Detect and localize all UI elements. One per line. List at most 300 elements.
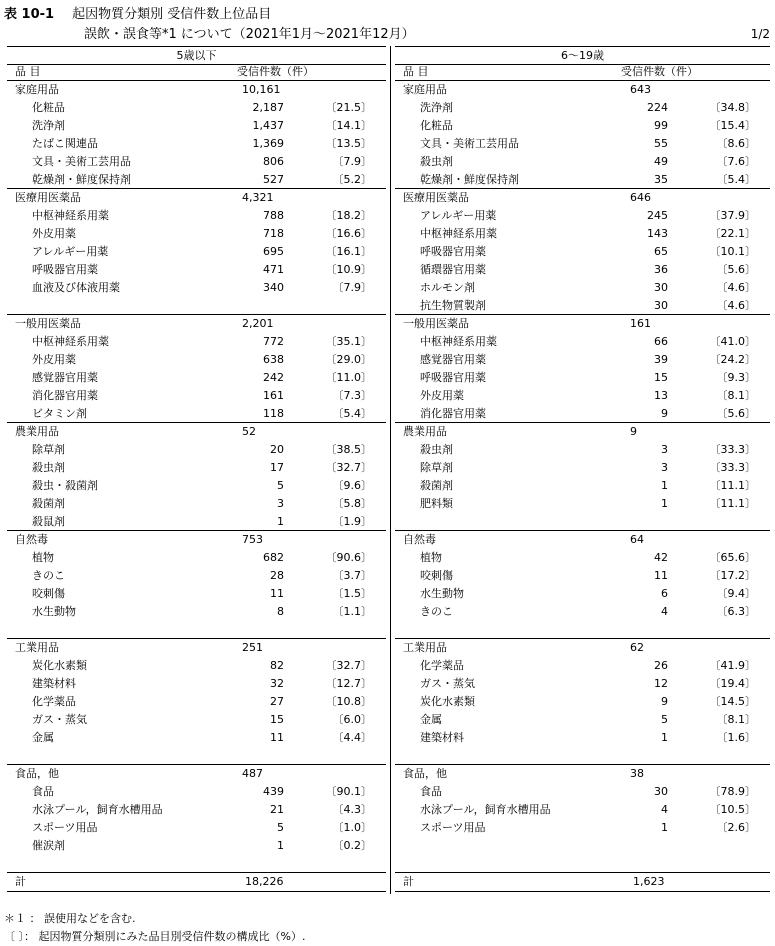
item-count: 49 bbox=[654, 155, 668, 168]
item-name: 化学薬品 bbox=[32, 695, 76, 708]
category-total: 646 bbox=[630, 191, 651, 204]
item-name: きのこ bbox=[32, 569, 65, 582]
item-count: 9 bbox=[661, 695, 668, 708]
item-row bbox=[395, 603, 770, 621]
item-count: 3 bbox=[661, 443, 668, 456]
item-percent: 〔35.1〕 bbox=[325, 335, 372, 348]
item-row bbox=[395, 243, 770, 261]
item-name: 血液及び体液用薬 bbox=[32, 281, 120, 294]
item-row bbox=[395, 351, 770, 369]
table-name: 起因物質分類別 受信件数上位品目 bbox=[72, 7, 272, 22]
category-group bbox=[395, 189, 770, 315]
category-name: 農業用品 bbox=[15, 425, 59, 438]
item-row bbox=[395, 297, 770, 315]
category-total: 251 bbox=[242, 641, 263, 654]
item-percent: 〔4.4〕 bbox=[332, 731, 372, 744]
item-name: きのこ bbox=[420, 605, 453, 618]
item-name: ホルモン剤 bbox=[420, 281, 475, 294]
item-percent: 〔41.9〕 bbox=[709, 659, 756, 672]
item-percent: 〔9.4〕 bbox=[716, 587, 756, 600]
item-row bbox=[395, 477, 770, 495]
item-name: 中枢神経系用薬 bbox=[32, 335, 109, 348]
item-percent: 〔3.7〕 bbox=[332, 569, 372, 582]
item-row bbox=[7, 99, 386, 117]
item-name: 外皮用薬 bbox=[32, 353, 76, 366]
item-name: 殺虫・殺菌剤 bbox=[32, 479, 98, 492]
item-name: 呼吸器官用薬 bbox=[32, 263, 98, 276]
item-name: 感覚器官用薬 bbox=[32, 371, 98, 384]
item-name: 水泳プール，飼育水槽用品 bbox=[32, 803, 163, 816]
item-percent: 〔10.1〕 bbox=[709, 245, 756, 258]
item-percent: 〔5.8〕 bbox=[332, 497, 372, 510]
item-row bbox=[395, 279, 770, 297]
item-count: 638 bbox=[263, 353, 284, 366]
item-count: 9 bbox=[661, 407, 668, 420]
category-total: 52 bbox=[242, 425, 256, 438]
item-name: 植物 bbox=[420, 551, 442, 564]
item-row bbox=[7, 207, 386, 225]
item-count: 17 bbox=[270, 461, 284, 474]
item-percent: 〔5.6〕 bbox=[716, 263, 756, 276]
category-group bbox=[395, 639, 770, 765]
item-row bbox=[7, 729, 386, 747]
category-total: 9 bbox=[630, 425, 637, 438]
item-count: 143 bbox=[647, 227, 668, 240]
item-row bbox=[7, 333, 386, 351]
item-row bbox=[395, 585, 770, 603]
column-header-count: 受信件数（件） bbox=[621, 65, 698, 78]
total-row bbox=[395, 873, 770, 892]
item-percent: 〔29.0〕 bbox=[325, 353, 372, 366]
item-count: 1,437 bbox=[252, 119, 284, 132]
item-percent: 〔7.6〕 bbox=[716, 155, 756, 168]
item-count: 55 bbox=[654, 137, 668, 150]
item-count: 11 bbox=[270, 731, 284, 744]
category-name: 農業用品 bbox=[403, 425, 447, 438]
category-total: 10,161 bbox=[242, 83, 281, 96]
item-row bbox=[7, 279, 386, 297]
item-count: 788 bbox=[263, 209, 284, 222]
item-percent: 〔1.9〕 bbox=[332, 515, 372, 528]
item-percent: 〔33.3〕 bbox=[709, 443, 756, 456]
item-row bbox=[7, 153, 386, 171]
item-row bbox=[395, 693, 770, 711]
item-count: 15 bbox=[654, 371, 668, 384]
item-count: 28 bbox=[270, 569, 284, 582]
item-name: 消化器官用薬 bbox=[32, 389, 98, 402]
item-percent: 〔15.4〕 bbox=[709, 119, 756, 132]
item-row bbox=[395, 153, 770, 171]
item-count: 5 bbox=[277, 821, 284, 834]
item-name: 炭化水素類 bbox=[420, 695, 475, 708]
item-name: ガス・蒸気 bbox=[420, 677, 475, 690]
item-percent: 〔7.9〕 bbox=[332, 281, 372, 294]
item-name: 建築材料 bbox=[420, 731, 464, 744]
item-count: 2,187 bbox=[252, 101, 284, 114]
category-group bbox=[7, 315, 386, 423]
item-name: 殺虫剤 bbox=[420, 155, 453, 168]
category-row bbox=[7, 531, 386, 549]
panel-age-0-5 bbox=[7, 46, 386, 894]
column-header-row bbox=[395, 63, 770, 81]
item-percent: 〔11.0〕 bbox=[325, 371, 372, 384]
item-percent: 〔1.6〕 bbox=[716, 731, 756, 744]
item-count: 66 bbox=[654, 335, 668, 348]
item-percent: 〔11.1〕 bbox=[709, 479, 756, 492]
item-row bbox=[7, 225, 386, 243]
item-row bbox=[7, 801, 386, 819]
category-row bbox=[395, 531, 770, 549]
item-name: アレルギー用薬 bbox=[420, 209, 497, 222]
item-name: 呼吸器官用薬 bbox=[420, 245, 486, 258]
item-row bbox=[395, 99, 770, 117]
item-row bbox=[7, 693, 386, 711]
item-row bbox=[7, 675, 386, 693]
total-label: 計 bbox=[403, 875, 414, 888]
item-count: 35 bbox=[654, 173, 668, 186]
category-name: 一般用医薬品 bbox=[15, 317, 81, 330]
item-name: 殺菌剤 bbox=[32, 497, 65, 510]
item-count: 42 bbox=[654, 551, 668, 564]
item-row bbox=[7, 243, 386, 261]
item-count: 806 bbox=[263, 155, 284, 168]
category-row bbox=[7, 765, 386, 783]
category-name: 工業用品 bbox=[403, 641, 447, 654]
item-name: 水生動物 bbox=[420, 587, 464, 600]
item-percent: 〔14.1〕 bbox=[325, 119, 372, 132]
item-row bbox=[7, 477, 386, 495]
footnote: ＊１ ： 誤使用などを含む. bbox=[4, 912, 136, 925]
category-group bbox=[7, 423, 386, 531]
category-row bbox=[395, 81, 770, 99]
item-count: 99 bbox=[654, 119, 668, 132]
category-row bbox=[395, 315, 770, 333]
item-row bbox=[395, 657, 770, 675]
item-count: 65 bbox=[654, 245, 668, 258]
column-divider bbox=[390, 46, 391, 894]
category-name: 工業用品 bbox=[15, 641, 59, 654]
item-percent: 〔1.0〕 bbox=[332, 821, 372, 834]
item-row bbox=[7, 783, 386, 801]
category-group bbox=[395, 315, 770, 423]
item-row bbox=[395, 459, 770, 477]
item-count: 118 bbox=[263, 407, 284, 420]
item-percent: 〔33.3〕 bbox=[709, 461, 756, 474]
item-row bbox=[395, 333, 770, 351]
total-value: 1,623 bbox=[633, 875, 665, 888]
item-name: 外皮用薬 bbox=[32, 227, 76, 240]
item-row bbox=[395, 225, 770, 243]
category-group bbox=[395, 81, 770, 189]
item-percent: 〔10.5〕 bbox=[709, 803, 756, 816]
table-subtitle: 誤飲・誤食等*1 について（2021年1月～2021年12月） bbox=[84, 27, 415, 42]
item-name: 消化器官用薬 bbox=[420, 407, 486, 420]
item-name: 呼吸器官用薬 bbox=[420, 371, 486, 384]
category-row bbox=[7, 81, 386, 99]
category-total: 64 bbox=[630, 533, 644, 546]
item-row bbox=[395, 207, 770, 225]
category-group bbox=[7, 531, 386, 639]
item-count: 36 bbox=[654, 263, 668, 276]
item-row bbox=[395, 567, 770, 585]
category-row bbox=[395, 189, 770, 207]
item-row bbox=[395, 261, 770, 279]
item-percent: 〔14.5〕 bbox=[709, 695, 756, 708]
item-name: 洗浄剤 bbox=[32, 119, 65, 132]
item-name: ビタミン剤 bbox=[32, 407, 87, 420]
category-name: 一般用医薬品 bbox=[403, 317, 469, 330]
item-percent: 〔12.7〕 bbox=[325, 677, 372, 690]
item-percent: 〔19.4〕 bbox=[709, 677, 756, 690]
item-count: 11 bbox=[654, 569, 668, 582]
item-row bbox=[7, 567, 386, 585]
item-count: 20 bbox=[270, 443, 284, 456]
item-count: 21 bbox=[270, 803, 284, 816]
category-name: 食品，他 bbox=[15, 767, 59, 780]
item-count: 39 bbox=[654, 353, 668, 366]
category-total: 753 bbox=[242, 533, 263, 546]
item-name: 殺菌剤 bbox=[420, 479, 453, 492]
item-percent: 〔18.2〕 bbox=[325, 209, 372, 222]
item-name: ガス・蒸気 bbox=[32, 713, 87, 726]
category-group bbox=[7, 189, 386, 315]
category-total: 4,321 bbox=[242, 191, 274, 204]
item-count: 3 bbox=[661, 461, 668, 474]
category-row bbox=[7, 639, 386, 657]
item-row bbox=[7, 135, 386, 153]
item-name: 中枢神経系用薬 bbox=[420, 227, 497, 240]
item-name: 除草剤 bbox=[420, 461, 453, 474]
item-percent: 〔7.3〕 bbox=[332, 389, 372, 402]
item-count: 682 bbox=[263, 551, 284, 564]
footnotes bbox=[4, 910, 305, 946]
item-name: 化学薬品 bbox=[420, 659, 464, 672]
category-name: 医療用医薬品 bbox=[15, 191, 81, 204]
category-name: 自然毒 bbox=[403, 533, 436, 546]
item-count: 1 bbox=[661, 731, 668, 744]
item-row bbox=[7, 459, 386, 477]
item-row bbox=[395, 675, 770, 693]
item-row bbox=[395, 441, 770, 459]
category-total: 643 bbox=[630, 83, 651, 96]
item-count: 161 bbox=[263, 389, 284, 402]
total-row bbox=[7, 873, 386, 892]
item-row bbox=[395, 495, 770, 513]
item-row bbox=[395, 819, 770, 837]
item-percent: 〔16.1〕 bbox=[325, 245, 372, 258]
item-row bbox=[395, 783, 770, 801]
item-percent: 〔9.3〕 bbox=[716, 371, 756, 384]
item-name: 食品 bbox=[32, 785, 54, 798]
item-name: 殺鼠剤 bbox=[32, 515, 65, 528]
item-count: 13 bbox=[654, 389, 668, 402]
item-name: 水生動物 bbox=[32, 605, 76, 618]
category-name: 家庭用品 bbox=[403, 83, 447, 96]
category-row bbox=[395, 639, 770, 657]
item-percent: 〔11.1〕 bbox=[709, 497, 756, 510]
item-name: スポーツ用品 bbox=[420, 821, 486, 834]
item-count: 340 bbox=[263, 281, 284, 294]
item-count: 5 bbox=[661, 713, 668, 726]
category-group bbox=[395, 531, 770, 639]
item-count: 30 bbox=[654, 299, 668, 312]
item-count: 82 bbox=[270, 659, 284, 672]
item-count: 30 bbox=[654, 281, 668, 294]
item-row bbox=[7, 441, 386, 459]
item-percent: 〔1.5〕 bbox=[332, 587, 372, 600]
item-percent: 〔78.9〕 bbox=[709, 785, 756, 798]
item-row bbox=[395, 711, 770, 729]
category-total: 38 bbox=[630, 767, 644, 780]
category-total: 487 bbox=[242, 767, 263, 780]
item-name: たばこ関連品 bbox=[32, 137, 98, 150]
item-name: 乾燥剤・鮮度保持剤 bbox=[420, 173, 519, 186]
category-group bbox=[7, 765, 386, 873]
item-percent: 〔32.7〕 bbox=[325, 659, 372, 672]
category-name: 家庭用品 bbox=[15, 83, 59, 96]
item-percent: 〔32.7〕 bbox=[325, 461, 372, 474]
item-name: 食品 bbox=[420, 785, 442, 798]
item-percent: 〔4.6〕 bbox=[716, 281, 756, 294]
item-name: 洗浄剤 bbox=[420, 101, 453, 114]
item-name: 催涙剤 bbox=[32, 839, 65, 852]
item-name: 植物 bbox=[32, 551, 54, 564]
item-percent: 〔0.2〕 bbox=[332, 839, 372, 852]
item-row bbox=[7, 657, 386, 675]
item-count: 27 bbox=[270, 695, 284, 708]
item-count: 245 bbox=[647, 209, 668, 222]
item-row bbox=[7, 171, 386, 189]
item-name: 感覚器官用薬 bbox=[420, 353, 486, 366]
item-percent: 〔8.6〕 bbox=[716, 137, 756, 150]
item-percent: 〔4.3〕 bbox=[332, 803, 372, 816]
item-name: 建築材料 bbox=[32, 677, 76, 690]
category-row bbox=[7, 189, 386, 207]
category-name: 医療用医薬品 bbox=[403, 191, 469, 204]
item-percent: 〔5.2〕 bbox=[332, 173, 372, 186]
item-count: 8 bbox=[277, 605, 284, 618]
item-count: 1 bbox=[661, 479, 668, 492]
category-group bbox=[395, 765, 770, 873]
item-percent: 〔5.6〕 bbox=[716, 407, 756, 420]
item-percent: 〔7.9〕 bbox=[332, 155, 372, 168]
item-percent: 〔8.1〕 bbox=[716, 713, 756, 726]
item-name: 循環器官用薬 bbox=[420, 263, 486, 276]
item-percent: 〔22.1〕 bbox=[709, 227, 756, 240]
item-row bbox=[395, 405, 770, 423]
item-count: 6 bbox=[661, 587, 668, 600]
category-group bbox=[395, 423, 770, 531]
item-count: 772 bbox=[263, 335, 284, 348]
panel-header: 5歳以下 bbox=[7, 46, 386, 65]
panel-header: 6～19歳 bbox=[395, 46, 770, 65]
item-row bbox=[395, 801, 770, 819]
item-percent: 〔24.2〕 bbox=[709, 353, 756, 366]
item-name: 水泳プール，飼育水槽用品 bbox=[420, 803, 551, 816]
category-row bbox=[7, 423, 386, 441]
column-header-count: 受信件数（件） bbox=[237, 65, 314, 78]
item-row bbox=[7, 513, 386, 531]
item-row bbox=[7, 603, 386, 621]
item-row bbox=[7, 495, 386, 513]
item-name: 抗生物質製剤 bbox=[420, 299, 486, 312]
item-percent: 〔13.5〕 bbox=[325, 137, 372, 150]
category-row bbox=[395, 765, 770, 783]
item-row bbox=[395, 369, 770, 387]
item-row bbox=[7, 711, 386, 729]
item-count: 527 bbox=[263, 173, 284, 186]
category-row bbox=[395, 423, 770, 441]
table-number: 表 10-1 bbox=[4, 7, 55, 22]
item-percent: 〔8.1〕 bbox=[716, 389, 756, 402]
item-count: 11 bbox=[270, 587, 284, 600]
item-name: 殺虫剤 bbox=[32, 461, 65, 474]
item-name: 化粧品 bbox=[420, 119, 453, 132]
item-count: 695 bbox=[263, 245, 284, 258]
item-row bbox=[395, 387, 770, 405]
item-percent: 〔1.1〕 bbox=[332, 605, 372, 618]
item-count: 439 bbox=[263, 785, 284, 798]
item-row bbox=[7, 837, 386, 855]
item-row bbox=[7, 351, 386, 369]
item-percent: 〔17.2〕 bbox=[709, 569, 756, 582]
item-percent: 〔16.6〕 bbox=[325, 227, 372, 240]
item-count: 5 bbox=[277, 479, 284, 492]
item-row bbox=[395, 117, 770, 135]
item-name: 金属 bbox=[32, 731, 54, 744]
item-count: 15 bbox=[270, 713, 284, 726]
total-value: 18,226 bbox=[245, 875, 284, 888]
item-row bbox=[7, 369, 386, 387]
item-row bbox=[7, 585, 386, 603]
item-count: 12 bbox=[654, 677, 668, 690]
item-count: 4 bbox=[661, 605, 668, 618]
footnote: 〔 〕： 起因物質分類別にみた品目別受信件数の構成比（%）. bbox=[4, 930, 306, 943]
item-row bbox=[7, 261, 386, 279]
item-name: 咬刺傷 bbox=[420, 569, 453, 582]
item-name: 文具・美術工芸用品 bbox=[32, 155, 131, 168]
item-count: 3 bbox=[277, 497, 284, 510]
item-percent: 〔34.8〕 bbox=[709, 101, 756, 114]
item-percent: 〔9.6〕 bbox=[332, 479, 372, 492]
item-count: 1 bbox=[277, 839, 284, 852]
item-percent: 〔6.0〕 bbox=[332, 713, 372, 726]
column-header-item: 品 目 bbox=[403, 65, 429, 78]
item-count: 1,369 bbox=[252, 137, 284, 150]
item-percent: 〔21.5〕 bbox=[325, 101, 372, 114]
item-percent: 〔5.4〕 bbox=[716, 173, 756, 186]
item-percent: 〔5.4〕 bbox=[332, 407, 372, 420]
item-percent: 〔65.6〕 bbox=[709, 551, 756, 564]
item-row bbox=[395, 549, 770, 567]
item-count: 1 bbox=[661, 497, 668, 510]
item-count: 32 bbox=[270, 677, 284, 690]
item-percent: 〔2.6〕 bbox=[716, 821, 756, 834]
item-count: 1 bbox=[277, 515, 284, 528]
page-number: 1/2 bbox=[750, 27, 770, 41]
item-count: 471 bbox=[263, 263, 284, 276]
item-name: 除草剤 bbox=[32, 443, 65, 456]
panel-age-6-19 bbox=[395, 46, 770, 894]
item-name: 外皮用薬 bbox=[420, 389, 464, 402]
item-name: アレルギー用薬 bbox=[32, 245, 109, 258]
item-name: 肥料類 bbox=[420, 497, 453, 510]
item-count: 26 bbox=[654, 659, 668, 672]
item-count: 4 bbox=[661, 803, 668, 816]
total-label: 計 bbox=[15, 875, 26, 888]
category-group bbox=[7, 639, 386, 765]
item-name: スポーツ用品 bbox=[32, 821, 98, 834]
